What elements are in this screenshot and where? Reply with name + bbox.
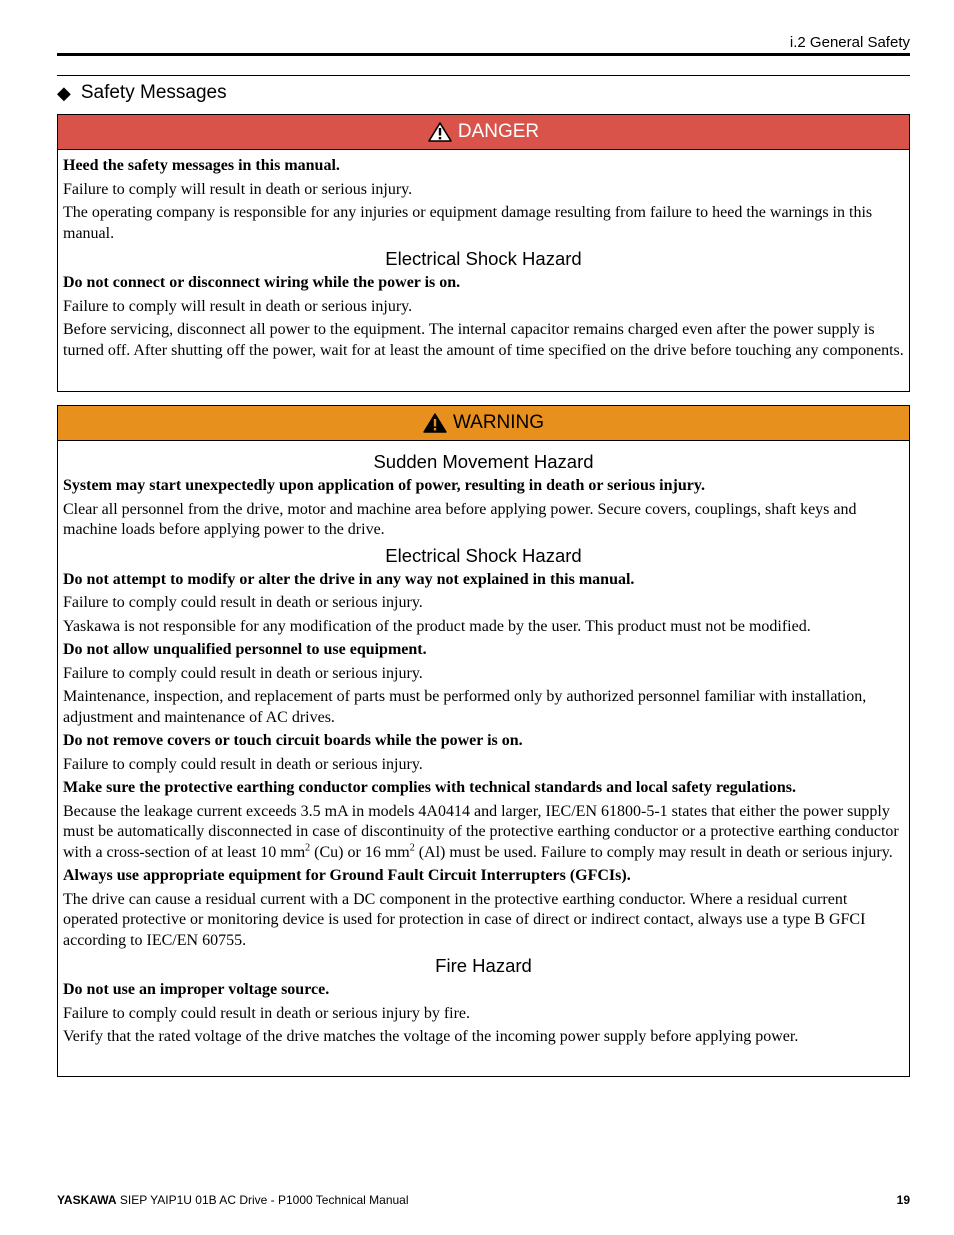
danger-text: The operating company is responsible for any injuries or equipment damage resulting from failure to heed the warnings in this manual. <box>63 204 873 242</box>
danger-header <box>58 115 909 150</box>
footer-doc-title: SIEP YAIP1U 01B AC Drive - P1000 Technical Manual <box>116 1193 409 1207</box>
danger-body <box>58 150 909 361</box>
warning-consequence: Failure to comply could result in death or serious injury. <box>63 594 423 611</box>
warning-statement: System may start unexpectedly upon application of power, resulting in death or serious injury. <box>63 477 705 494</box>
warning-text: Yaskawa is not responsible for any modification of the product made by the user. This product must not be modified. <box>63 617 811 635</box>
warning-consequence: Failure to comply could result in death or serious injury by fire. <box>63 1004 471 1022</box>
warning-statement: Do not remove covers or touch circuit boards while the power is on. <box>63 732 523 749</box>
warning-text <box>63 802 904 864</box>
danger-statement: Heed the safety messages in this manual. <box>63 157 340 174</box>
danger-consequence: Failure to comply will result in death or serious injury. <box>63 180 413 198</box>
section-heading-text: Safety Messages <box>80 82 227 103</box>
header-rule <box>57 53 910 56</box>
warning-triangle-icon <box>423 413 447 433</box>
warning-text: The drive can cause a residual current with a DC component in the protective earthing conductor. Where a residual current operated protective or monitoring device is used for protection in case of direct or indirect contact, always use a type B GFCI according to IEC/EN 60755. <box>63 890 866 949</box>
header-divider <box>57 75 910 76</box>
danger-box <box>57 114 910 392</box>
warning-text: Maintenance, inspection, and replacement of parts must be performed only by authorized personnel familiar with installation, adjustment and maintenance of AC drives. <box>63 688 867 726</box>
page-number: 19 <box>896 1193 910 1207</box>
warning-body <box>58 441 909 1048</box>
warning-header <box>58 406 909 441</box>
footer-doc-info <box>57 1193 409 1207</box>
warning-statement: Always use appropriate equipment for Ground Fault Circuit Interrupters (GFCIs). <box>63 867 631 884</box>
text-fragment: (Al) must be used. Failure to comply may result in death or serious injury. <box>414 843 893 861</box>
footer-brand: YASKAWA <box>57 1193 117 1207</box>
warning-label: WARNING <box>452 412 545 433</box>
warning-hazard-title: Sudden Movement Hazard <box>373 451 594 472</box>
warning-box <box>57 405 910 1077</box>
danger-statement: Do not connect or disconnect wiring while the power is on. <box>63 274 461 291</box>
danger-text: Before servicing, disconnect all power to the equipment. The internal capacitor remains charged even after the power supply is turned off. After shutting off the power, wait for at least the amount of time specified on the drive before touching any components. <box>63 321 904 359</box>
danger-hazard-title: Electrical Shock Hazard <box>385 248 582 269</box>
danger-label: DANGER <box>457 121 540 142</box>
warning-triangle-icon <box>428 122 452 142</box>
warning-hazard-title: Electrical Shock Hazard <box>385 544 582 566</box>
text-fragment: (Cu) or 16 mm <box>310 843 410 861</box>
warning-consequence: Failure to comply could result in death or serious injury. <box>63 755 423 773</box>
warning-hazard-title: Fire Hazard <box>435 955 532 976</box>
warning-statement: Make sure the protective earthing conductor complies with technical standards and local safety regulations. <box>63 779 796 796</box>
warning-statement: Do not allow unqualified personnel to use equipment. <box>63 641 427 658</box>
warning-statement: Do not attempt to modify or alter the drive in any way not explained in this manual. <box>63 570 635 588</box>
running-header: i.2 General Safety <box>789 34 910 51</box>
diamond-bullet-icon: ◆ <box>57 82 71 103</box>
warning-consequence: Failure to comply could result in death or serious injury. <box>63 664 423 682</box>
superscript: 2 <box>409 842 415 854</box>
danger-consequence: Failure to comply will result in death or serious injury. <box>63 297 413 315</box>
warning-text: Clear all personnel from the drive, motor and machine area before applying power. Secure covers, couplings, shaft keys and machine loads before applying power to the drive. <box>63 500 857 538</box>
section-heading <box>57 82 227 104</box>
text-fragment: Because the leakage current exceeds 3.5 mA in models 4A0414 and larger, IEC/EN 61800-5-1 states that either the power supply must be automatically disconnected in case of discontinuity of the protective earthing conductor or a protective earthing conductor with a cross-section of at least 10 mm <box>63 802 899 861</box>
warning-statement: Do not use an improper voltage source. <box>63 981 330 998</box>
warning-text: Verify that the rated voltage of the drive matches the voltage of the incoming power supply before applying power. <box>63 1028 799 1045</box>
superscript: 2 <box>305 842 311 854</box>
